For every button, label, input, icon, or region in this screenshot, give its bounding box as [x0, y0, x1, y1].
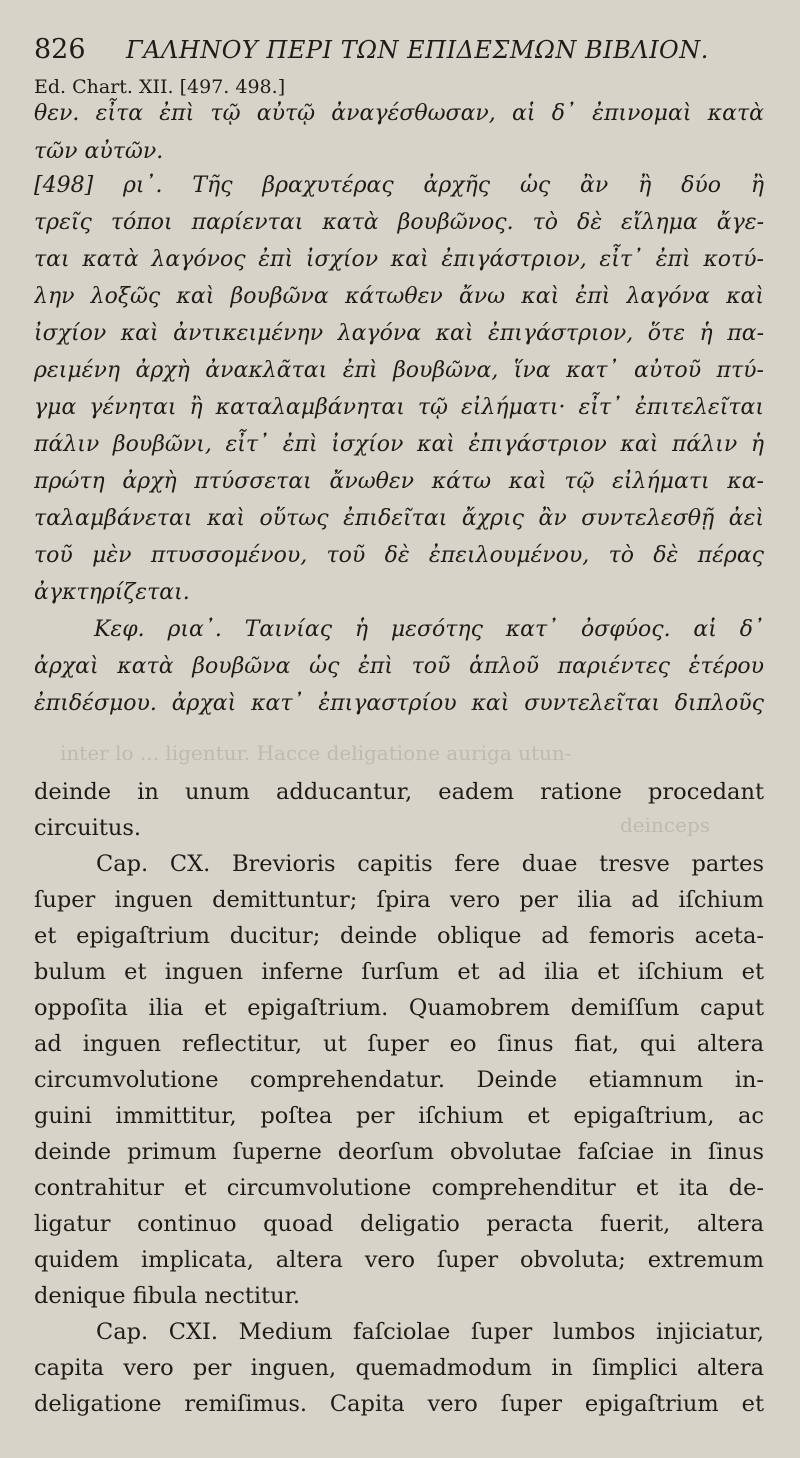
page-number: 826 [34, 34, 86, 65]
greek-line: ταλαμβάνεται καὶ οὕτως ἐπιδεῖται ἄχρις ἂν συντελεσθῇ ἀεὶ [34, 506, 764, 531]
latin-line: contrahitur et circumvolutione comprehenditur et ita de- [34, 1175, 764, 1201]
greek-line: Κεφ. ρια᾽. Ταινίας ἡ μεσότης κατ᾽ ὀσφύος. αἱ δ᾽ [94, 617, 764, 642]
latin-line: Cap. CXI. Medium faſciolae ſuper lumbos injiciatur, [96, 1319, 764, 1345]
greek-line: ρειμένη ἀρχὴ ἀνακλᾶται ἐπὶ βουβῶνα, ἵνα κατ᾽ αὐτοῦ πτύ- [34, 358, 764, 383]
bleed-through-text: deinceps [620, 813, 711, 837]
latin-line: capita vero per inguen, quemadmodum in ſimplici altera [34, 1355, 764, 1381]
greek-line: τρεῖς τόποι παρίενται κατὰ βουβῶνος. τὸ δὲ εἴλημα ἄγε- [34, 210, 764, 235]
latin-line: oppoſita ilia et epigaſtrium. Quamobrem demiſſum caput [34, 995, 764, 1021]
latin-line: guini immittitur, poſtea per iſchium et epigaſtrium, ac [34, 1103, 764, 1129]
latin-line: deinde primum ſuperne deorſum obvolutae faſciae in ſinus [34, 1139, 764, 1165]
greek-line: λην λοξῶς καὶ βουβῶνα κάτωθεν ἄνω καὶ ἐπὶ λαγόνα καὶ [34, 284, 764, 309]
greek-line: θεν. εἶτα ἐπὶ τῷ αὐτῷ ἀναγέσθωσαν, αἱ δ᾽ ἐπινομαὶ κατὰ [34, 101, 764, 126]
latin-line: deinde in unum adducantur, eadem ratione procedant [34, 779, 764, 805]
latin-line: circuitus. [34, 815, 142, 841]
bleed-through-text: inter lo ... ligentur. Hacce deligatione auriga utun- [60, 741, 572, 765]
edition-reference: Ed. Chart. XII. [497. 498.] [34, 76, 286, 98]
greek-line: τῶν αὐτῶν. [34, 139, 164, 164]
latin-line: deligatione remiſimus. Capita vero ſuper epigaſtrium et [34, 1391, 764, 1417]
latin-line: circumvolutione comprehendatur. Deinde etiamnum in- [34, 1067, 764, 1093]
greek-line: πάλιν βουβῶνι, εἶτ᾽ ἐπὶ ἰσχίον καὶ ἐπιγάστριον καὶ πάλιν ἡ [34, 432, 764, 457]
latin-line: Cap. CX. Brevioris capitis fere duae tresve partes [96, 851, 764, 877]
greek-line: γμα γένηται ἢ καταλαμβάνηται τῷ εἰλήματι· εἶτ᾽ ἐπιτελεῖται [34, 395, 764, 420]
greek-line: [498] ρι᾽. Τῆς βραχυτέρας ἀρχῆς ὡς ἂν ἢ δύο ἢ [34, 173, 764, 198]
greek-line: ἀρχαὶ κατὰ βουβῶνα ὡς ἐπὶ τοῦ ἁπλοῦ παριέντες ἑτέρου [34, 654, 764, 679]
running-header [34, 30, 764, 70]
latin-line: et epigaſtrium ducitur; deinde oblique ad femoris aceta- [34, 923, 764, 949]
latin-line: bulum et inguen inferne ſurſum et ad ilia et iſchium et [34, 959, 764, 985]
latin-line: quidem implicata, altera vero ſuper obvoluta; extremum [34, 1247, 764, 1273]
latin-line: denique fibula nectitur. [34, 1283, 301, 1309]
latin-line: ligatur continuo quoad deligatio peracta fuerit, altera [34, 1211, 764, 1237]
greek-line: ται κατὰ λαγόνος ἐπὶ ἰσχίον καὶ ἐπιγάστριον, εἶτ᾽ ἐπὶ κοτύ- [34, 247, 764, 272]
greek-line: τοῦ μὲν πτυσσομένου, τοῦ δὲ ἐπειλουμένου, τὸ δὲ πέρας [34, 543, 764, 568]
greek-line: πρώτη ἀρχὴ πτύσσεται ἄνωθεν κάτω καὶ τῷ εἰλήματι κα- [34, 469, 764, 494]
greek-line: ἐπιδέσμου. ἀρχαὶ κατ᾽ ἐπιγαστρίου καὶ συντελεῖται διπλοῦς [34, 691, 764, 716]
latin-line: ſuper inguen demittuntur; ſpira vero per ilia ad iſchium [34, 887, 764, 913]
greek-line: ἰσχίον καὶ ἀντικειμένην λαγόνα καὶ ἐπιγάστριον, ὅτε ἡ πα- [34, 321, 764, 346]
greek-line: ἀγκτηρίζεται. [34, 580, 190, 605]
running-title: ΓΑΛΗΝΟΥ ΠΕΡΙ ΤΩΝ ΕΠΙΔΕΣΜΩΝ ΒΙΒΛΙΟΝ. [126, 36, 709, 64]
latin-line: ad inguen reflectitur, ut ſuper eo ſinus fiat, qui altera [34, 1031, 764, 1057]
